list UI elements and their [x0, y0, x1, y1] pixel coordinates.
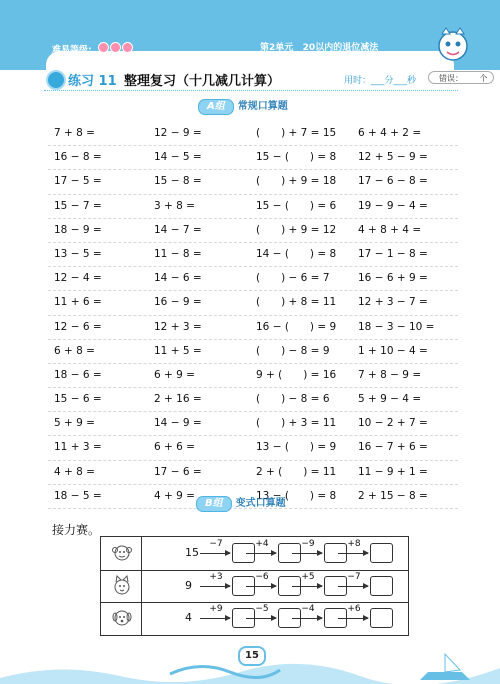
arrow-icon [338, 586, 368, 587]
unit-number: 第2单元 [260, 43, 294, 53]
problem-cell: ( ) − 8 = 6 [256, 393, 330, 406]
section-a-badge: A组 [198, 99, 234, 115]
errors-box [428, 71, 494, 84]
relay-start-number: 9 [185, 578, 192, 592]
relay-step [338, 570, 402, 602]
problem-cell: 15 − 6 = [54, 393, 102, 406]
problem-cell: 13 − ( ) = 9 [256, 441, 337, 454]
section-a-title: 常规口算题 [237, 101, 288, 112]
problem-row [48, 219, 458, 243]
problem-cell: 14 − ( ) = 8 [256, 247, 337, 260]
problem-cell: 3 + 8 = [154, 199, 195, 212]
problem-row [48, 316, 458, 340]
problem-cell: 2 + 15 − 8 = [358, 489, 428, 502]
problem-cell: 11 − 8 = [154, 247, 202, 260]
relay-operation: +9 [209, 604, 223, 615]
problem-cell: 6 + 8 = [54, 344, 95, 357]
exercise-title [46, 68, 488, 92]
problem-row [48, 122, 458, 146]
problem-cell: 16 − 8 = [54, 151, 102, 164]
problem-grid [48, 122, 458, 509]
problem-cell: 15 − ( ) = 8 [256, 151, 337, 164]
problem-cell: 14 − 6 = [154, 272, 202, 285]
relay-row [101, 602, 408, 635]
errors-label: 错误： [439, 74, 463, 83]
problem-cell: 12 + 3 − 7 = [358, 296, 428, 309]
problem-cell: 16 − 6 + 9 = [358, 272, 428, 285]
star-icon [110, 42, 121, 53]
relay-instruction: 接力赛。 [52, 523, 101, 537]
relay-operation: −7 [347, 571, 361, 582]
mascot-icon [432, 24, 474, 68]
problem-cell: 12 + 3 = [154, 320, 202, 333]
problem-cell: 19 − 9 − 4 = [358, 199, 428, 212]
dog-icon [111, 606, 133, 630]
problem-row [48, 364, 458, 388]
arrow-icon [200, 618, 230, 619]
problem-cell: 4 + 8 = [54, 465, 95, 478]
answer-box[interactable] [370, 543, 393, 563]
problem-cell: 14 − 5 = [154, 151, 202, 164]
problem-cell: 2 + 16 = [154, 393, 202, 406]
problem-row [48, 436, 458, 460]
problem-cell: 4 + 8 + 4 = [358, 223, 422, 236]
problem-cell: 17 − 6 − 8 = [358, 175, 428, 188]
problem-cell: 5 + 9 = [54, 417, 95, 430]
arrow-icon [200, 553, 230, 554]
problem-row [48, 412, 458, 436]
section-a-header [198, 97, 288, 113]
relay-row [101, 570, 408, 604]
relay-row [101, 537, 408, 571]
problem-row [48, 461, 458, 485]
problem-cell: 12 − 6 = [54, 320, 102, 333]
clock-icon [46, 70, 66, 90]
relay-step [338, 537, 402, 569]
relay-table [100, 536, 409, 636]
section-b-title: 变式口算题 [235, 498, 286, 509]
problem-cell: ( ) + 9 = 12 [256, 223, 337, 236]
arrow-icon [292, 618, 322, 619]
problem-cell: 11 − 9 + 1 = [358, 465, 428, 478]
problem-cell: 4 + 9 = [154, 489, 195, 502]
problem-cell: 15 − 7 = [54, 199, 102, 212]
answer-box[interactable] [370, 608, 393, 628]
relay-operation: +3 [209, 571, 223, 582]
problem-cell: 6 + 4 + 2 = [358, 127, 422, 139]
relay-start-number: 4 [185, 611, 192, 625]
relay-operation: −4 [301, 604, 315, 615]
problem-row [48, 170, 458, 194]
arrow-icon [292, 553, 322, 554]
arrow-icon [338, 553, 368, 554]
difficulty-label: 难易等级: [52, 45, 92, 56]
problem-row [48, 340, 458, 364]
arrow-icon [246, 553, 276, 554]
problem-cell: 16 − 9 = [154, 296, 202, 309]
problem-cell: 9 + ( ) = 16 [256, 368, 337, 381]
problem-cell: 11 + 3 = [54, 441, 102, 454]
difficulty [52, 42, 134, 56]
problem-cell: 14 − 7 = [154, 223, 202, 236]
problem-cell: 12 − 4 = [54, 272, 102, 285]
unit-title: 20以内的退位减法 [302, 43, 379, 53]
problem-cell: 13 − 5 = [54, 247, 102, 260]
problem-cell: ( ) + 8 = 11 [256, 296, 337, 309]
problem-cell: ( ) + 7 = 15 [256, 127, 337, 139]
relay-operation: +5 [301, 571, 315, 582]
difficulty-stars [98, 42, 134, 56]
exercise-name: 整理复习（十几减几计算） [124, 74, 281, 89]
relay-operation: +8 [347, 539, 361, 549]
problem-cell: 15 − ( ) = 6 [256, 199, 337, 212]
problem-row [48, 195, 458, 219]
page-number: 15 [238, 646, 266, 666]
arrow-icon [246, 586, 276, 587]
problem-cell: 17 − 5 = [54, 175, 102, 188]
relay-operation: +6 [347, 604, 361, 615]
problem-cell: ( ) + 3 = 11 [256, 417, 337, 430]
cat-icon [111, 574, 133, 598]
problem-cell: 17 − 6 = [154, 465, 202, 478]
problem-cell: 18 − 6 = [54, 368, 102, 381]
problem-cell: 15 − 8 = [154, 175, 202, 188]
problem-row [48, 243, 458, 267]
answer-box[interactable] [370, 576, 393, 596]
time-label: 用时：___分___秒 [344, 76, 417, 86]
problem-cell: 6 + 6 = [154, 441, 195, 454]
problem-cell: 11 + 5 = [154, 344, 202, 357]
problem-cell: 13 − ( ) = 8 [256, 489, 337, 502]
problem-cell: ( ) − 8 = 9 [256, 344, 330, 357]
star-icon [122, 42, 133, 53]
exercise-number: 练习 11 [68, 74, 117, 89]
problem-cell: 18 − 3 − 10 = [358, 320, 435, 333]
problem-row [48, 146, 458, 170]
problem-row [48, 267, 458, 291]
problem-cell: 1 + 10 − 4 = [358, 344, 428, 357]
problem-cell: 14 − 9 = [154, 417, 202, 430]
problem-cell: 11 + 6 = [54, 296, 102, 309]
relay-operation: −9 [301, 539, 315, 549]
problem-row [48, 388, 458, 412]
monkey-icon [111, 541, 133, 565]
relay-operation: −5 [255, 604, 269, 615]
problem-cell: ( ) + 9 = 18 [256, 175, 337, 188]
relay-step [338, 602, 402, 634]
relay-operation: −6 [255, 571, 269, 582]
relay-start-number: 15 [185, 546, 199, 559]
problem-cell: 7 + 8 = [54, 127, 95, 139]
arrow-icon [200, 586, 230, 587]
problem-cell: 6 + 9 = [154, 368, 195, 381]
section-b-header [196, 494, 286, 510]
problem-cell: ( ) − 6 = 7 [256, 272, 330, 285]
section-b-badge: B组 [196, 496, 232, 512]
problem-cell: 10 − 2 + 7 = [358, 417, 428, 430]
problem-cell: 12 − 9 = [154, 127, 202, 139]
problem-cell: 18 − 5 = [54, 489, 102, 502]
problem-cell: 2 + ( ) = 11 [256, 465, 337, 478]
arrow-icon [338, 618, 368, 619]
errors-unit: 个 [479, 74, 488, 83]
star-icon [98, 42, 109, 53]
problem-cell: 7 + 8 − 9 = [358, 368, 422, 381]
divider [44, 90, 458, 91]
problem-cell: 5 + 9 − 4 = [358, 393, 422, 406]
problem-cell: 16 − ( ) = 9 [256, 320, 337, 333]
relay-operation: −7 [209, 539, 223, 549]
unit-heading [260, 40, 378, 53]
problem-cell: 12 + 5 − 9 = [358, 151, 428, 164]
arrow-icon [292, 586, 322, 587]
problem-cell: 17 − 1 − 8 = [358, 247, 428, 260]
problem-cell: 18 − 9 = [54, 223, 102, 236]
relay-operation: +4 [255, 539, 269, 549]
problem-cell: 16 − 7 + 6 = [358, 441, 428, 454]
problem-row [48, 291, 458, 315]
arrow-icon [246, 618, 276, 619]
